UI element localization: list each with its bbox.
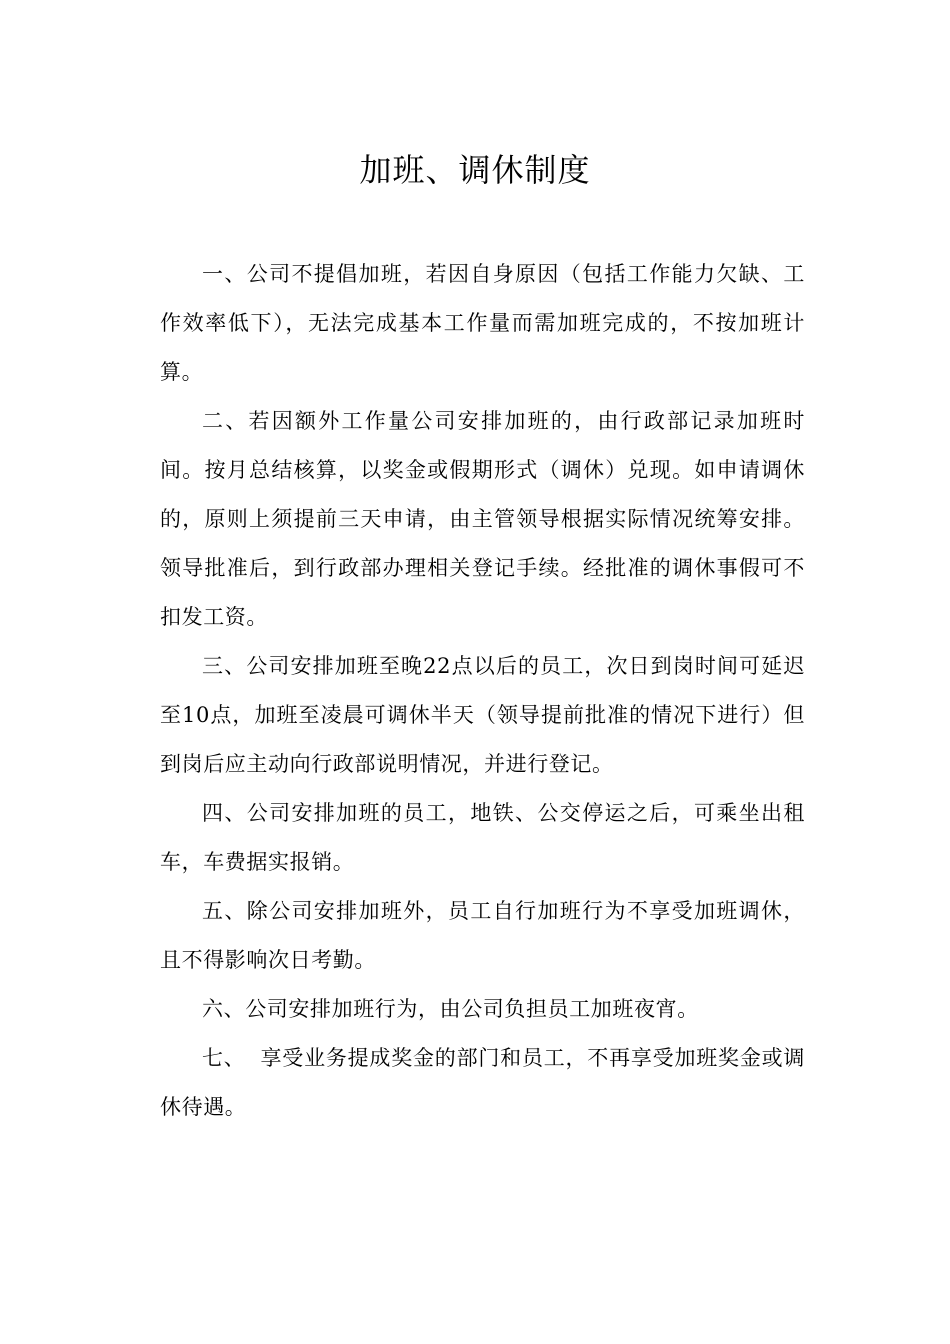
document-title: 加班、调休制度 [359, 151, 591, 189]
paragraph-1: 一、公司不提倡加班，若因自身原因（包括工作能力欠缺、工作效率低下），无法完成基本工作量而需加班完成的，不按加班计算。 [160, 262, 805, 384]
paragraph-5: 五、除公司安排加班外，员工自行加班行为不享受加班调休，且不得影响次日考勤。 [160, 899, 805, 972]
paragraph-6: 六、公司安排加班行为，由公司负担员工加班夜宵。 [202, 997, 699, 1021]
paragraph-7: 七、 享受业务提成奖金的部门和员工，不再享受加班奖金或调休待遇。 [160, 1046, 805, 1119]
document-body [160, 250, 805, 1132]
paragraph-2: 二、若因额外工作量公司安排加班的，由行政部记录加班时间。按月总结核算，以奖金或假期形式（调休）兑现。如申请调休的，原则上须提前三天申请，由主管领导根据实际情况统筹安排。领导批准后，到行政部办理相关登记手续。经批准的调休事假可不扣发工资。 [160, 409, 805, 629]
paragraph-4: 四、公司安排加班的员工，地铁、公交停运之后，可乘坐出租车，车费据实报销。 [160, 801, 805, 874]
paragraph-3: 三、公司安排加班至晚22点以后的员工，次日到岗时间可延迟至10点，加班至凌晨可调休半天（领导提前批准的情况下进行）但到岗后应主动向行政部说明情况，并进行登记。 [160, 654, 805, 776]
